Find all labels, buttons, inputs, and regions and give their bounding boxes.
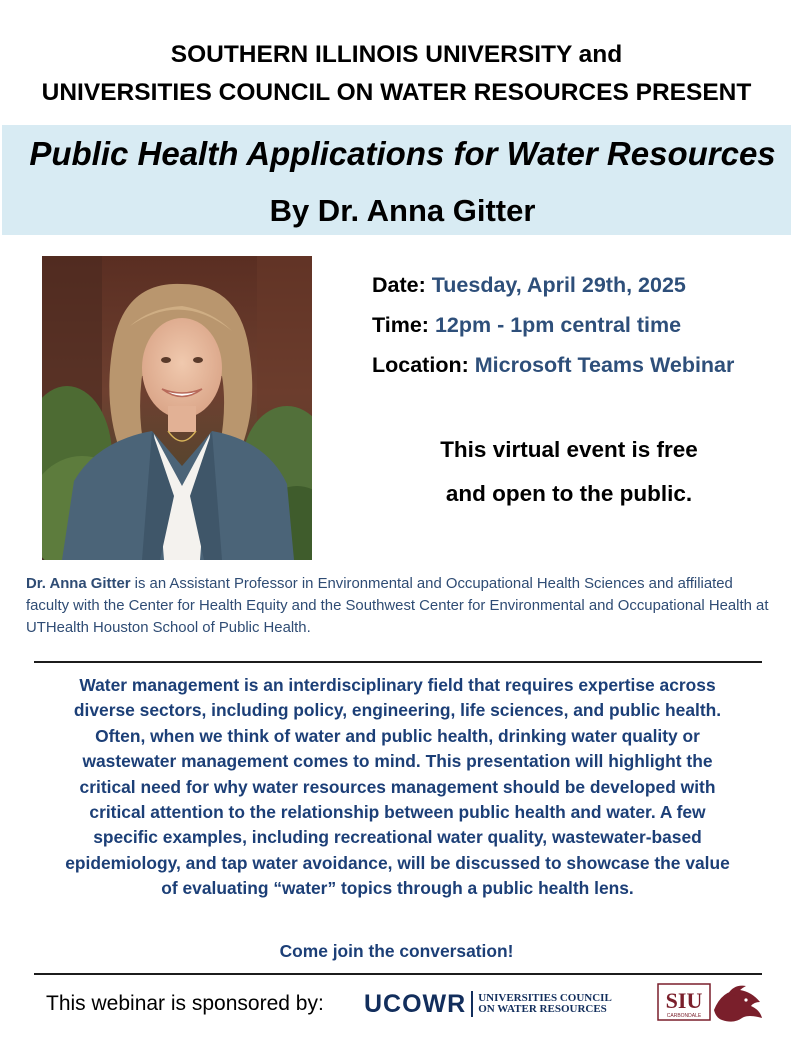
sponsor-label: This webinar is sponsored by: xyxy=(46,992,324,1015)
ucowr-wordmark: UCOWR xyxy=(364,989,467,1018)
abstract-line: wastewater management comes to mind. This presentation will highlight the xyxy=(82,751,713,772)
siu-wordmark: SIU xyxy=(665,988,703,1013)
speaker-bio xyxy=(26,573,778,639)
date-value: Tuesday, April 29th, 2025 xyxy=(431,273,686,297)
time-value: 12pm - 1pm central time xyxy=(434,313,682,337)
bio-text: is an Assistant Professor in Environmental and Occupational Health Sciences and affiliated faculty with the Center for Health Equity and the Southwest Center for Environmental and Occupational Health at UTHealth Houston School of Public Health. xyxy=(26,576,769,636)
divider-bottom xyxy=(34,973,762,975)
location-label: Location: xyxy=(372,353,469,377)
siu-subtext: CARBONDALE xyxy=(666,1013,702,1019)
free-note-line-2: and open to the public. xyxy=(445,481,693,506)
time-label: Time: xyxy=(372,313,429,337)
date-row xyxy=(372,268,734,308)
ucowr-name-line-2: ON WATER RESOURCES xyxy=(478,1003,607,1015)
speaker-line: By Dr. Anna Gitter xyxy=(269,193,536,228)
abstract-line: critical need for why water resources management should be developed with xyxy=(79,776,716,797)
free-note-line-1: This virtual event is free xyxy=(440,437,698,462)
location-value: Microsoft Teams Webinar xyxy=(474,353,735,377)
event-details xyxy=(372,268,734,388)
call-to-action: Come join the conversation! xyxy=(279,941,514,961)
ucowr-logo-divider xyxy=(471,991,473,1017)
talk-abstract xyxy=(30,673,765,902)
bio-speaker-name: Dr. Anna Gitter xyxy=(26,576,131,592)
siu-logo xyxy=(656,980,766,1024)
presenters-heading xyxy=(0,36,793,112)
ucowr-name-line-1: UNIVERSITIES COUNCIL xyxy=(478,991,612,1004)
event-title: Public Health Applications for Water Resources xyxy=(29,135,776,172)
abstract-line: epidemiology, and tap water avoidance, will be discussed to showcase the value xyxy=(65,852,730,873)
presenters-line-1: SOUTHERN ILLINOIS UNIVERSITY and xyxy=(170,41,623,68)
ucowr-full-name xyxy=(478,993,612,1016)
time-row xyxy=(372,308,734,348)
ucowr-logo xyxy=(364,989,612,1019)
speaker-photo xyxy=(42,256,312,560)
divider-top xyxy=(34,661,762,663)
saluki-head-icon xyxy=(714,986,762,1022)
location-row xyxy=(372,348,734,388)
abstract-line: of evaluating “water” topics through a public health lens. xyxy=(161,878,634,899)
date-label: Date: xyxy=(372,273,426,297)
presenters-line-2: UNIVERSITIES COUNCIL ON WATER RESOURCES PRESENT xyxy=(41,79,752,106)
abstract-line: Water management is an interdisciplinary field that requires expertise across xyxy=(79,675,716,695)
abstract-line: diverse sectors, including policy, engineering, life sciences, and public health. xyxy=(73,700,722,721)
abstract-line: Often, when we think of water and public health, drinking water quality or xyxy=(95,725,700,746)
abstract-line: specific examples, including recreational water quality, wastewater-based xyxy=(93,827,702,848)
abstract-line: critical attention to the relationship between public health and water. A few xyxy=(89,802,706,823)
free-event-note xyxy=(372,428,766,516)
